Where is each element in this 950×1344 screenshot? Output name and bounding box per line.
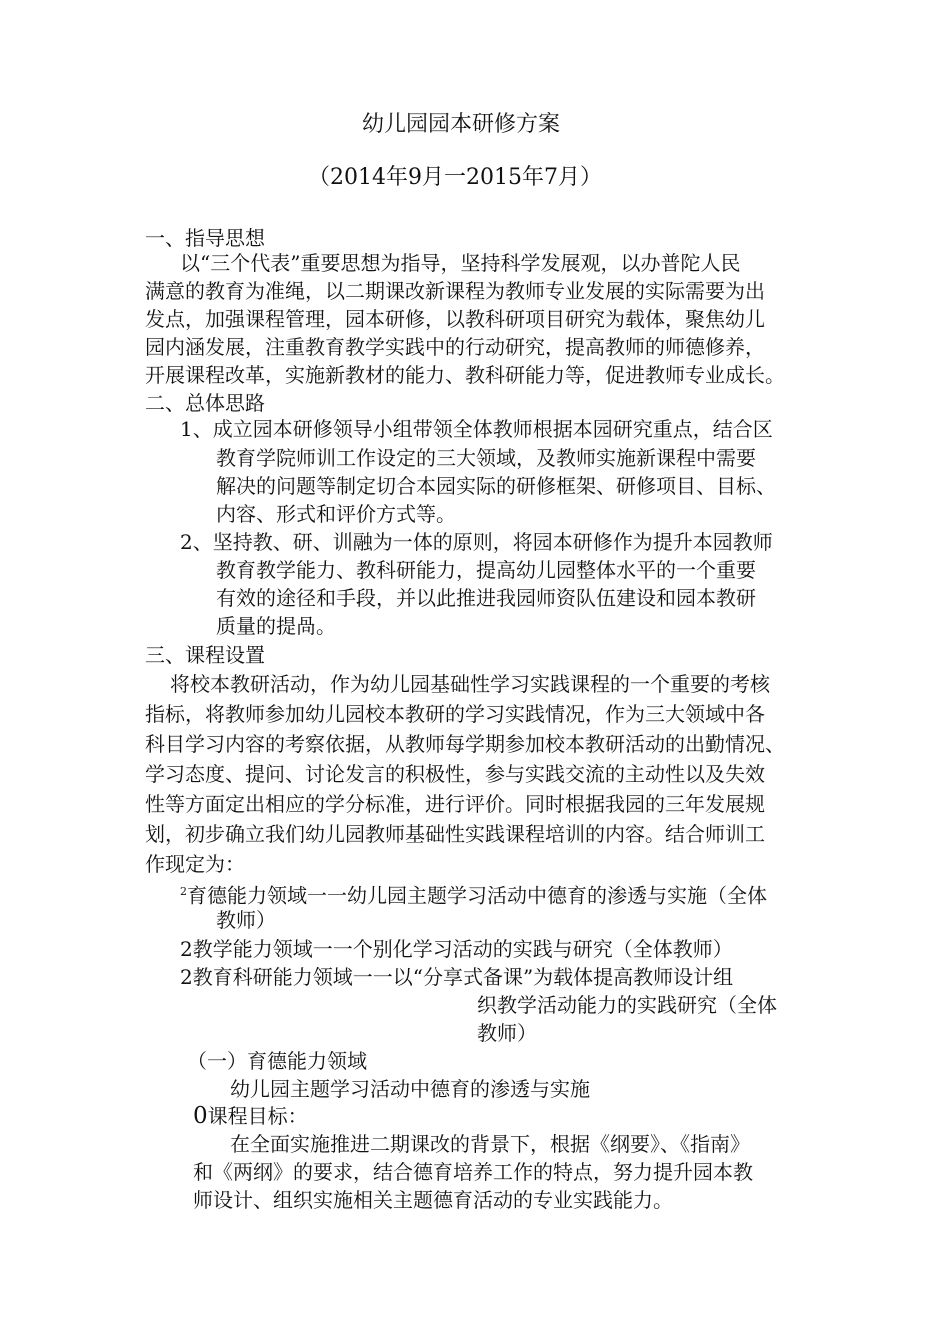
- sub-title: 幼儿园主题学习活动中德育的渗透与实施: [230, 1077, 590, 1101]
- paragraph-line: 划，初步确立我们幼儿园教师基础性实践课程培训的内容。结合师训工: [145, 822, 765, 846]
- list-item-line: 有效的途径和手段，并以此推进我园师资队伍建设和园本教研: [216, 586, 756, 610]
- list-item-line: 教育教学能力、教科研能力，提高幼儿园整体水平的一个重要: [216, 558, 756, 582]
- paragraph-line: 将校本教研活动，作为幼儿园基础性学习实践课程的一个重要的考核: [170, 672, 770, 696]
- paragraph-line: 园内涵发展，注重教育教学实践中的行动研究，提高教师的师德修养，: [145, 335, 765, 359]
- list-item-line: 教育学院师训工作设定的三大领域，及教师实施新课程中需要: [216, 446, 756, 470]
- list-item-line: 质量的提咼。: [216, 614, 336, 638]
- sub-heading: （一）育德能力领域: [187, 1049, 367, 1073]
- bullet-item: 2教学能力领域一一个别化学习活动的实践与研究（全体教师）: [180, 937, 733, 961]
- bullet-item: 2教育科研能力领域一一以“分享式备课”为载体提高教师设计组: [180, 965, 734, 989]
- paragraph-line: 开展课程改革，实施新教材的能力、教科研能力等，促进教师专业成长。: [145, 363, 785, 387]
- section-heading: 三、课程设置: [145, 643, 265, 667]
- list-item-line: 1、成立园本研修领导小组带领全体教师根据本园研究重点，结合区: [180, 417, 773, 441]
- list-item-line: 内容、形式和评价方式等。: [216, 502, 456, 526]
- list-item-line: 2、坚持教、研、训融为一体的原则，将园本研修作为提升本园教师: [180, 530, 773, 554]
- goal-mark: 0: [193, 1103, 208, 1129]
- bullet-item-continuation: 教师）: [477, 1021, 537, 1045]
- paragraph-line: 和《两纲》的要求，结合德育培养工作的特点，努力提升园本教: [193, 1160, 753, 1184]
- bullet-item: [180, 879, 767, 909]
- paragraph-line: 师设计、组织实施相关主题德育活动的专业实践能力。: [193, 1188, 673, 1212]
- paragraph-line: 作现定为：: [145, 852, 245, 876]
- section-heading: 二、总体思路: [145, 391, 265, 415]
- bullet-text: 育德能力领域一一幼儿园主题学习活动中德育的渗透与实施（全体: [187, 883, 767, 908]
- section-heading: 一、指导思想: [145, 226, 265, 250]
- document-title: 幼儿园园本研修方案: [362, 112, 561, 137]
- paragraph-line: 学习态度、提问、讨论发言的积极性，参与实践交流的主动性以及失效: [145, 762, 765, 786]
- bullet-item-continuation: 教师）: [216, 908, 276, 932]
- goal-label: 课程目标：: [207, 1104, 308, 1128]
- bullet-item-continuation: 织教学活动能力的实践研究（全体: [477, 993, 777, 1017]
- paragraph-line: 科目学习内容的考察依据，从教师每学期参加校本教研活动的出勤情况、: [145, 732, 785, 756]
- paragraph-line: 以“三个代表”重要思想为指导，坚持科学发展观，以办普陀人民: [180, 251, 741, 275]
- paragraph-line: 在全面实施推进二期课改的背景下，根据《纲要》、《指南》: [230, 1132, 750, 1156]
- paragraph-line: 性等方面定出相应的学分标准，进行评价。同时根据我园的三年发展规: [145, 792, 765, 816]
- paragraph-line: 发点，加强课程管理，园本研修，以教科研项目研究为载体，聚焦幼儿: [145, 307, 765, 331]
- bullet-mark: 2: [180, 885, 187, 898]
- paragraph-line: 满意的教育为准绳，以二期课改新课程为教师专业发展的实际需要为出: [145, 279, 765, 303]
- document-subtitle: （2014年9月一2015年7月）: [308, 165, 602, 190]
- list-item-line: 解决的问题等制定切合本园实际的研修框架、研修项目、目标、: [216, 474, 776, 498]
- goal-heading: [193, 1103, 308, 1129]
- paragraph-line: 指标，将教师参加幼儿园校本教研的学习实践情况，作为三大领域中各: [145, 702, 765, 726]
